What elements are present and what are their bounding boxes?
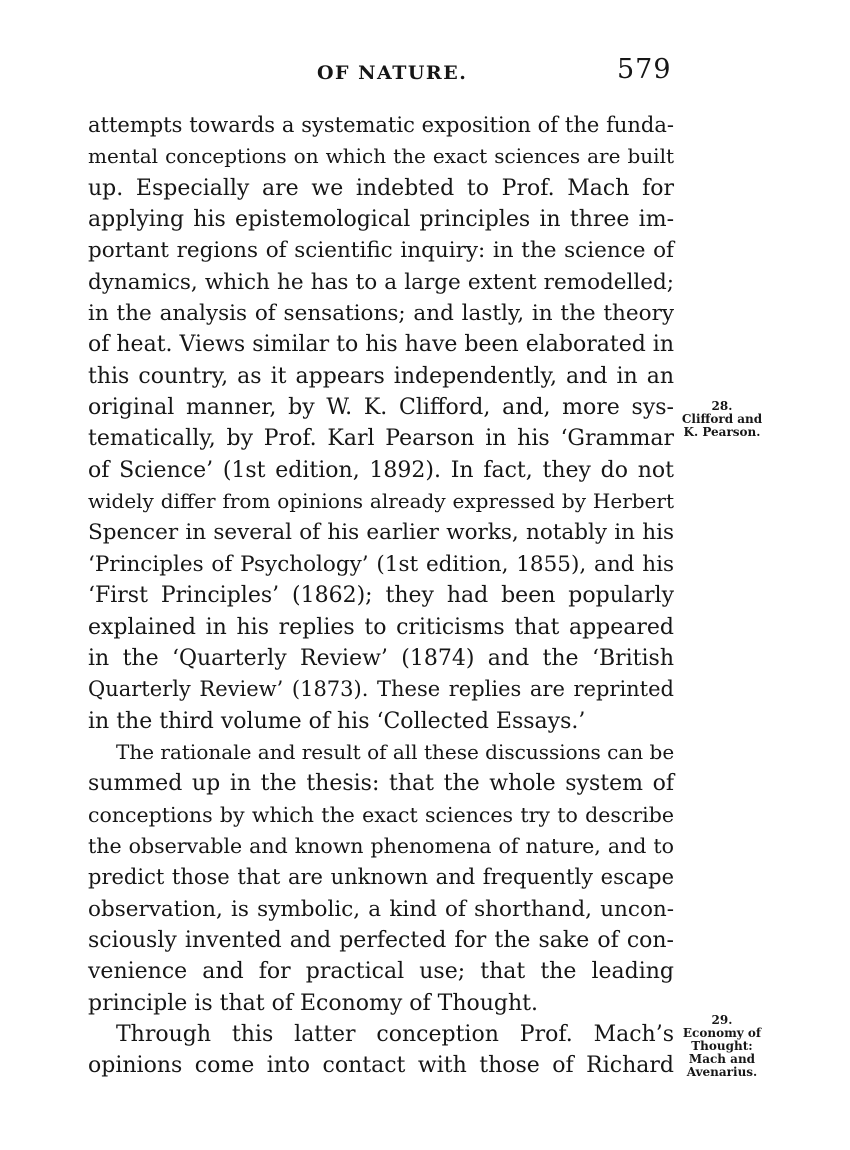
- text-line: up. Especially are we indebted to Prof. Mach for: [88, 175, 674, 201]
- text-line: Through this latter conception Prof. Mach’s: [116, 1021, 674, 1047]
- text-line: this country, as it appears independently, and in an: [88, 363, 674, 389]
- text-line: ‘Principles of Psychology’ (1st edition, 1855), and his: [88, 551, 674, 577]
- text-line: explained in his replies to criticisms that appeared: [88, 614, 674, 640]
- text-line: of heat. Views similar to his have been elaborated in: [88, 332, 674, 358]
- marginal-note-number: 28.: [711, 399, 733, 413]
- text-line: summed up in the thesis: that the whole system of: [88, 771, 674, 797]
- text-line: tematically, by Prof. Karl Pearson in his ‘Grammar: [88, 426, 674, 452]
- text-line: The rationale and result of all these discussions can be: [116, 739, 675, 764]
- text-line: the observable and known phenomena of nature, and to: [88, 833, 674, 858]
- marginal-note: [676, 1014, 768, 1079]
- text-line: portant regions of scientific inquiry: in the science of: [88, 238, 674, 264]
- text-line: observation, is symbolic, a kind of shorthand, uncon-: [88, 896, 674, 922]
- text-line: of Science’ (1st edition, 1892). In fact, they do not: [88, 457, 674, 483]
- marginal-note-line: Thought:: [691, 1039, 753, 1053]
- body-text: [88, 110, 674, 1082]
- text-line: in the analysis of sensations; and lastly, in the theory: [88, 301, 674, 327]
- marginal-note-line: Economy of: [682, 1026, 762, 1040]
- page-number: 579: [617, 54, 672, 85]
- text-line: Quarterly Review’ (1873). These replies are reprinted: [88, 677, 674, 702]
- text-line: predict those that are unknown and frequently escape: [88, 865, 674, 890]
- marginal-note: [680, 400, 764, 439]
- marginal-note-line: Mach and: [688, 1052, 756, 1066]
- text-line: applying his epistemological principles in three im-: [88, 207, 674, 233]
- marginal-note-number: 29.: [711, 1013, 733, 1027]
- text-line: attempts towards a systematic exposition of the funda-: [88, 113, 674, 137]
- text-line: principle is that of Economy of Thought.: [88, 990, 539, 1016]
- text-line: original manner, by W. K. Clifford, and, more sys-: [88, 395, 674, 421]
- text-line: opinions come into contact with those of Richard: [88, 1053, 674, 1079]
- text-line: mental conceptions on which the exact sciences are built: [88, 144, 674, 169]
- text-line: in the third volume of his ‘Collected Essays.’: [88, 708, 586, 734]
- text-line: Spencer in several of his earlier works, notably in his: [88, 520, 674, 546]
- marginal-note-line: Avenarius.: [686, 1065, 758, 1079]
- marginal-note-line: K. Pearson.: [683, 425, 761, 439]
- text-line: ‘First Principles’ (1862); they had been popularly: [88, 583, 674, 609]
- text-line: sciously invented and perfected for the sake of con-: [88, 927, 674, 953]
- marginal-note-line: Clifford and: [681, 412, 763, 426]
- running-head: OF NATURE.: [317, 62, 468, 84]
- text-line: in the ‘Quarterly Review’ (1874) and the ‘British: [88, 645, 674, 671]
- text-line: widely differ from opinions already expressed by Herbert: [88, 489, 674, 514]
- paragraph: [88, 1019, 674, 1082]
- text-line: venience and for practical use; that the leading: [88, 959, 674, 985]
- paragraph: [88, 110, 674, 737]
- text-line: conceptions by which the exact sciences try to describe: [88, 802, 674, 827]
- page-header: [0, 54, 850, 90]
- text-line: dynamics, which he has to a large extent remodelled;: [88, 269, 674, 295]
- paragraph: [88, 737, 674, 1019]
